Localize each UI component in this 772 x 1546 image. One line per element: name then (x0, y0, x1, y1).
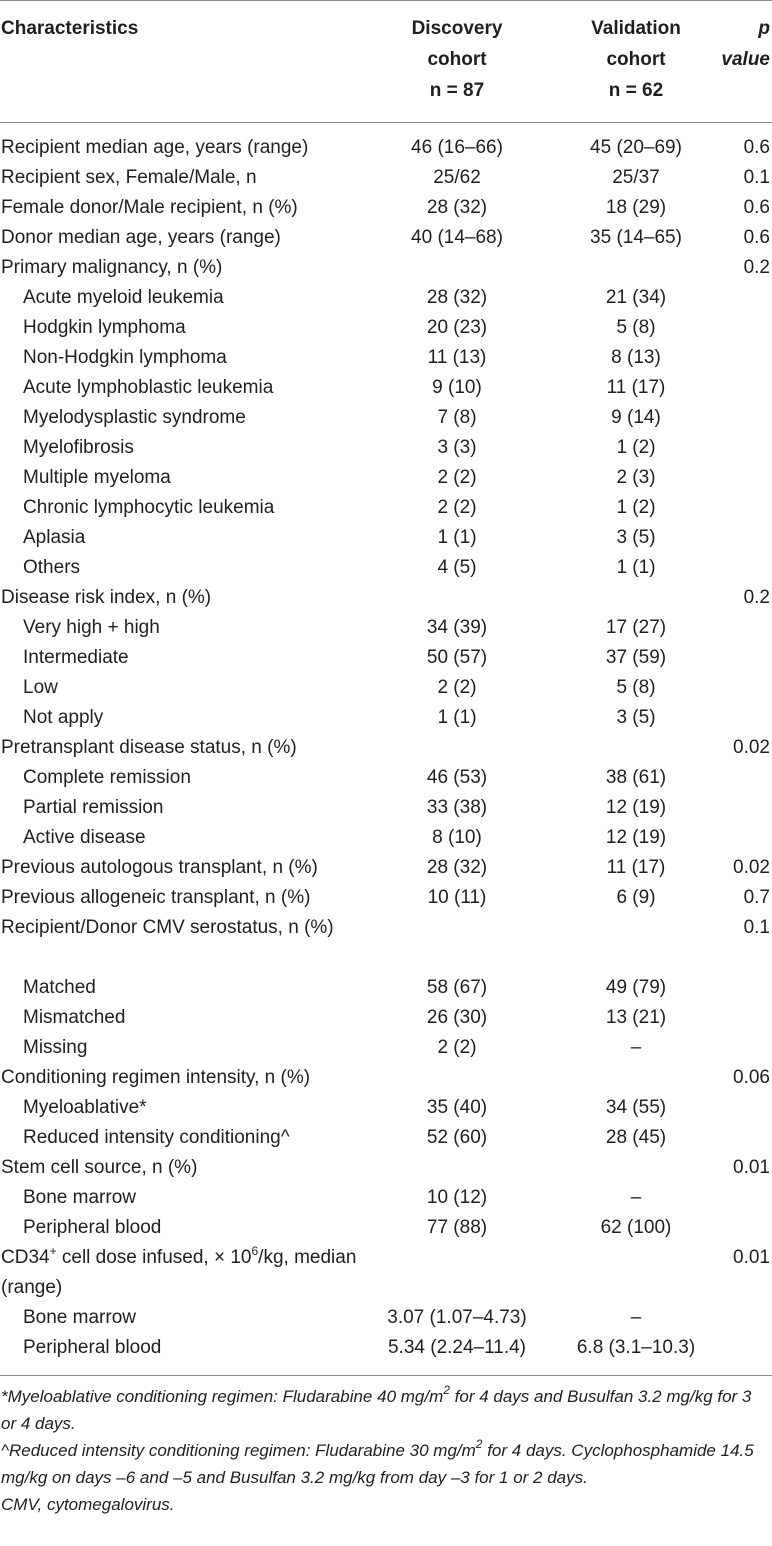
discovery-value: 46 (53) (426, 767, 488, 788)
table-row (0, 823, 772, 853)
validation-value: 45 (20–69) (590, 137, 682, 158)
table-row (0, 283, 772, 313)
table-row (0, 433, 772, 463)
row-label: Disease risk index, n (%) (1, 587, 212, 608)
discovery-value: 50 (57) (426, 647, 488, 668)
row-label: Conditioning regimen intensity, n (%) (1, 1067, 311, 1088)
row-label: Bone marrow (23, 1187, 136, 1208)
discovery-value: 3.07 (1.07–4.73) (387, 1307, 527, 1328)
p-value: 0.01 (733, 1157, 770, 1178)
row-label: Recipient median age, years (range) (1, 137, 309, 158)
validation-value: 2 (3) (616, 467, 656, 488)
p-value: 0.2 (743, 587, 770, 608)
row-label: Mismatched (23, 1007, 126, 1028)
row-label: Non-Hodgkin lymphoma (23, 347, 227, 368)
validation-value: 5 (8) (616, 317, 656, 338)
validation-value: 34 (55) (605, 1097, 667, 1118)
discovery-value: 25/62 (433, 167, 481, 188)
validation-value: 17 (27) (605, 617, 667, 638)
table-row (0, 883, 772, 913)
row-label: Pretransplant disease status, n (%) (1, 737, 297, 758)
row-label: Chronic lymphocytic leukemia (23, 497, 275, 518)
row-label: Reduced intensity conditioning^ (23, 1127, 290, 1148)
table-row (0, 523, 772, 553)
row-label: Matched (23, 977, 96, 998)
discovery-value: 28 (32) (426, 197, 488, 218)
row-label: Peripheral blood (23, 1217, 162, 1238)
discovery-value: 4 (5) (437, 557, 477, 578)
table-body (0, 122, 772, 1367)
validation-value: 49 (79) (605, 977, 667, 998)
row-label: Intermediate (23, 647, 129, 668)
validation-value: 6.8 (3.1–10.3) (576, 1337, 696, 1358)
p-value (716, 313, 772, 343)
validation-value: – (630, 1307, 642, 1328)
row-label: Missing (23, 1037, 88, 1058)
validation-value (556, 253, 716, 283)
row-label: Primary malignancy, n (%) (1, 257, 223, 278)
table-row (0, 313, 772, 343)
p-value (716, 1033, 772, 1063)
row-label: Myelofibrosis (23, 437, 134, 458)
row-label: Stem cell source, n (%) (1, 1157, 198, 1178)
p-value (716, 643, 772, 673)
p-value (716, 1093, 772, 1123)
p-value (716, 403, 772, 433)
table-row (0, 643, 772, 673)
p-value (716, 433, 772, 463)
table-row (0, 463, 772, 493)
p-value: 0.6 (743, 137, 770, 158)
discovery-value: 28 (32) (426, 287, 488, 308)
table-row (0, 583, 772, 613)
table-row (0, 1003, 772, 1033)
row-label: CD34+ cell dose infused, × $10^6/kg$, median (range) (1, 1243, 357, 1298)
table-row (0, 223, 772, 253)
validation-value (556, 1153, 716, 1183)
validation-value: 1 (2) (616, 437, 656, 458)
validation-value: 11 (17) (606, 377, 666, 398)
p-value (716, 793, 772, 823)
row-label: Complete remission (23, 767, 191, 788)
row-label: Previous allogeneic transplant, n (%) (1, 887, 311, 908)
row-label: Multiple myeloma (23, 467, 171, 488)
validation-value: 62 (100) (600, 1217, 672, 1238)
discovery-value: 35 (40) (426, 1097, 488, 1118)
table-row (0, 1063, 772, 1093)
table-row (0, 1123, 772, 1153)
row-label: Acute myeloid leukemia (23, 287, 224, 308)
table-row (0, 253, 772, 283)
table-row (0, 703, 772, 733)
p-value: 0.6 (743, 197, 770, 218)
p-value (716, 553, 772, 583)
discovery-value: 46 (16–66) (411, 137, 503, 158)
row-label: Donor median age, years (range) (1, 227, 281, 248)
validation-value: – (630, 1037, 642, 1058)
discovery-value (358, 913, 556, 973)
discovery-value: 40 (14–68) (411, 227, 503, 248)
validation-value: 3 (5) (616, 707, 656, 728)
header-discovery: Discovery cohort n = 87 (411, 18, 503, 101)
discovery-value (358, 583, 556, 613)
p-value: 0.2 (743, 257, 770, 278)
table-row (0, 163, 772, 193)
validation-value (556, 733, 716, 763)
p-value (716, 973, 772, 1003)
p-value: 0.06 (733, 1067, 770, 1088)
row-label: Peripheral blood (23, 1337, 162, 1358)
validation-value: 21 (34) (605, 287, 667, 308)
table-row (0, 1033, 772, 1063)
footnote-myeloablative: *Myeloablative conditioning regimen: Fludarabine 40 $mg/m^2$ for 4 days and Busulfan 3.2 mg/kg for 3 or 4 days. (1, 1383, 752, 1433)
header-pvalue: p value (721, 18, 770, 70)
discovery-value: 5.34 (2.24–11.4) (387, 1337, 527, 1358)
p-value (716, 673, 772, 703)
table-row (0, 193, 772, 223)
table-row (0, 913, 772, 973)
discovery-value (358, 1063, 556, 1093)
p-value (716, 703, 772, 733)
table-row (0, 673, 772, 703)
table-row (0, 1213, 772, 1243)
characteristics-table (0, 1, 772, 1367)
table-footnotes (0, 1376, 771, 1518)
table-row (0, 853, 772, 883)
footnote-reduced-intensity: ^Reduced intensity conditioning regimen: Fludarabine 30 $mg/m^2$ for 4 days. Cyclophosphamide 14.5 mg/kg on days –6 and –5 and Busulfan 3.2 mg/kg from day –3 for 1 or 2 days. (1, 1437, 754, 1487)
discovery-value: 28 (32) (426, 857, 488, 878)
table-row (0, 343, 772, 373)
table-row (0, 973, 772, 1003)
row-label: Recipient/Donor CMV serostatus, n (%) (1, 917, 334, 938)
validation-value: 25/37 (612, 167, 660, 188)
discovery-value: 34 (39) (426, 617, 488, 638)
discovery-value: 9 (10) (432, 377, 482, 398)
row-label: Active disease (23, 827, 146, 848)
p-value: 0.01 (733, 1247, 770, 1268)
p-value (716, 463, 772, 493)
p-value (716, 373, 772, 403)
discovery-value (358, 1243, 556, 1303)
table-row (0, 793, 772, 823)
row-label: Bone marrow (23, 1307, 136, 1328)
p-value (716, 1303, 772, 1333)
validation-value: 11 (17) (606, 857, 666, 878)
validation-value: 3 (5) (616, 527, 656, 548)
p-value (716, 343, 772, 373)
p-value (716, 1123, 772, 1153)
validation-value: 6 (9) (616, 887, 656, 908)
validation-value: 18 (29) (605, 197, 667, 218)
p-value (716, 523, 772, 553)
validation-value: 1 (1) (616, 557, 656, 578)
discovery-value: 26 (30) (426, 1007, 488, 1028)
table-row (0, 493, 772, 523)
discovery-value: 3 (3) (437, 437, 477, 458)
p-value: 0.6 (743, 227, 770, 248)
validation-value (556, 583, 716, 613)
p-value: 0.02 (733, 857, 770, 878)
validation-value: 5 (8) (616, 677, 656, 698)
discovery-value: 10 (12) (426, 1187, 488, 1208)
discovery-value: 2 (2) (437, 497, 477, 518)
discovery-value: 33 (38) (426, 797, 488, 818)
table-row (0, 1243, 772, 1303)
table-row (0, 1303, 772, 1333)
p-value (716, 613, 772, 643)
validation-value: 37 (59) (605, 647, 667, 668)
validation-value: 35 (14–65) (590, 227, 682, 248)
p-value (716, 823, 772, 853)
table-row (0, 553, 772, 583)
discovery-value: 11 (13) (427, 347, 487, 368)
table-row (0, 403, 772, 433)
spacer-row (0, 123, 772, 133)
validation-value: 12 (19) (605, 827, 667, 848)
row-label: Recipient sex, Female/Male, n (1, 167, 257, 188)
validation-value: 12 (19) (605, 797, 667, 818)
p-value: 0.1 (743, 167, 770, 188)
validation-value (556, 1243, 716, 1303)
table-row (0, 373, 772, 403)
row-label: Aplasia (23, 527, 86, 548)
row-label: Hodgkin lymphoma (23, 317, 186, 338)
footnote-abbreviation: CMV, cytomegalovirus. (1, 1495, 175, 1514)
p-value (716, 763, 772, 793)
discovery-value: 2 (2) (437, 467, 477, 488)
discovery-value: 1 (1) (437, 707, 477, 728)
discovery-value (358, 733, 556, 763)
validation-value: 28 (45) (605, 1127, 667, 1148)
validation-value (556, 1063, 716, 1093)
discovery-value: 2 (2) (437, 677, 477, 698)
discovery-value (358, 253, 556, 283)
p-value (716, 1003, 772, 1033)
row-label: Very high + high (23, 617, 160, 638)
row-label: Female donor/Male recipient, n (%) (1, 197, 298, 218)
row-label: Myeloablative* (23, 1097, 147, 1118)
discovery-value: 52 (60) (426, 1127, 488, 1148)
table-row (0, 1333, 772, 1363)
row-label: Acute lymphoblastic leukemia (23, 377, 274, 398)
p-value: 0.1 (743, 917, 770, 938)
p-value (716, 1333, 772, 1363)
p-value (716, 283, 772, 313)
p-value: 0.02 (733, 737, 770, 758)
row-label: Not apply (23, 707, 104, 728)
header-row (0, 1, 772, 122)
discovery-value: 20 (23) (426, 317, 488, 338)
row-label: Previous autologous transplant, n (%) (1, 857, 318, 878)
row-label: Low (23, 677, 58, 698)
header-characteristics: Characteristics (1, 18, 139, 39)
discovery-value (358, 1153, 556, 1183)
table-row (0, 1093, 772, 1123)
validation-value: 38 (61) (605, 767, 667, 788)
discovery-value: 58 (67) (426, 977, 488, 998)
discovery-value: 1 (1) (437, 527, 477, 548)
row-label: Partial remission (23, 797, 164, 818)
spacer-row (0, 1363, 772, 1367)
validation-value: 8 (13) (611, 347, 661, 368)
discovery-value: 77 (88) (426, 1217, 488, 1238)
row-label: Myelodysplastic syndrome (23, 407, 246, 428)
validation-value: 13 (21) (605, 1007, 667, 1028)
validation-value: – (630, 1187, 642, 1208)
p-value (716, 493, 772, 523)
header-validation: Validation cohort n = 62 (591, 18, 681, 101)
p-value: 0.7 (743, 887, 770, 908)
table-row (0, 1153, 772, 1183)
discovery-value: 2 (2) (437, 1037, 477, 1058)
discovery-value: 7 (8) (437, 407, 477, 428)
table-row (0, 613, 772, 643)
discovery-value: 10 (11) (427, 887, 487, 908)
validation-value: 1 (2) (616, 497, 656, 518)
table-row (0, 733, 772, 763)
p-value (716, 1213, 772, 1243)
table-row (0, 1183, 772, 1213)
validation-value: 9 (14) (611, 407, 661, 428)
row-label: Others (23, 557, 81, 578)
p-value (716, 1183, 772, 1213)
table-row (0, 763, 772, 793)
table-row (0, 133, 772, 163)
discovery-value: 8 (10) (432, 827, 482, 848)
validation-value (556, 913, 716, 973)
